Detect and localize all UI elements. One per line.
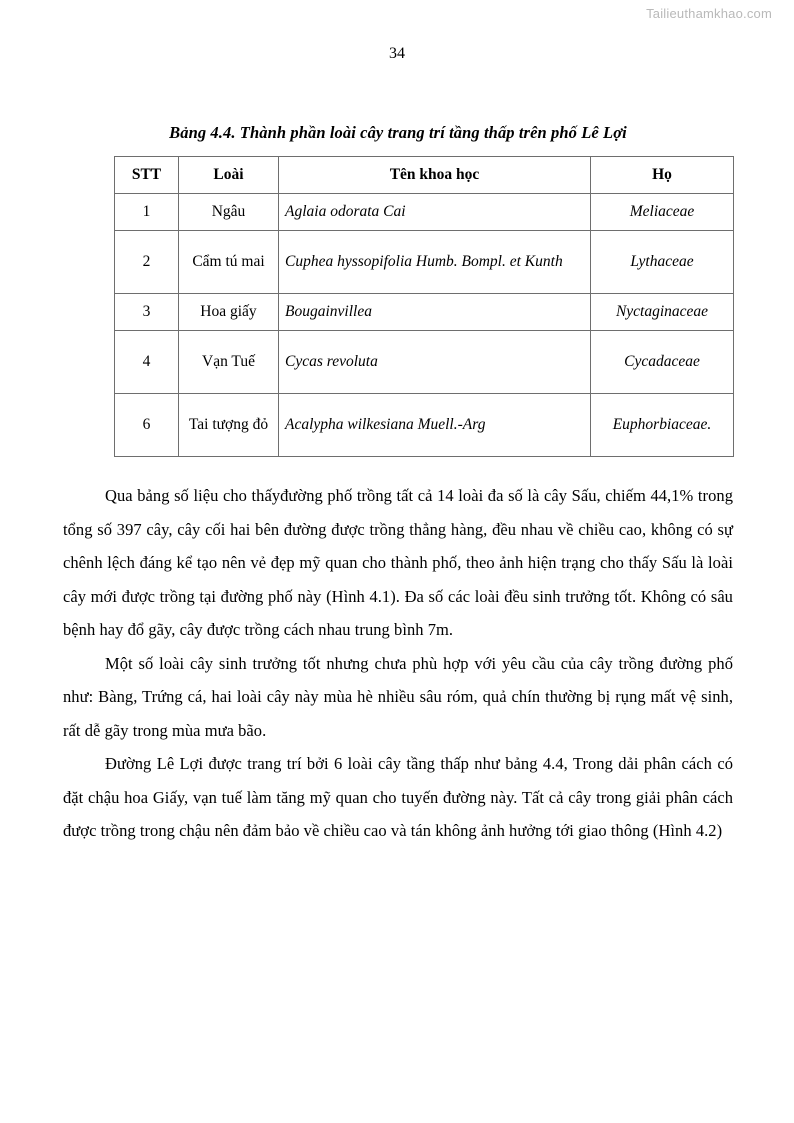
cell-loai: Cẩm tú mai bbox=[179, 231, 279, 294]
page-content bbox=[63, 122, 733, 848]
cell-loai: Ngâu bbox=[179, 194, 279, 231]
column-header-stt: STT bbox=[115, 157, 179, 194]
cell-ten-khoa-hoc: Cycas revoluta bbox=[279, 331, 591, 394]
table-row bbox=[115, 331, 734, 394]
cell-stt: 3 bbox=[115, 294, 179, 331]
column-header-ho: Họ bbox=[591, 157, 734, 194]
cell-loai: Tai tượng đỏ bbox=[179, 394, 279, 457]
cell-loai: Vạn Tuế bbox=[179, 331, 279, 394]
cell-ho: Meliaceae bbox=[591, 194, 734, 231]
cell-loai: Hoa giấy bbox=[179, 294, 279, 331]
table-row bbox=[115, 194, 734, 231]
paragraph: Một số loài cây sinh trưởng tốt nhưng chưa phù hợp với yêu cầu của cây trồng đường phố như: Bàng, Trứng cá, hai loài cây này mùa hè nhiều sâu róm, quả chín thường bị rụng mất vệ sinh, rất dễ gãy trong mùa mưa bão. bbox=[63, 653, 733, 740]
cell-ho: Euphorbiaceae. bbox=[591, 394, 734, 457]
cell-ten-khoa-hoc: Bougainvillea bbox=[279, 294, 591, 331]
cell-ten-khoa-hoc: Cuphea hyssopifolia Humb. Bompl. et Kunth bbox=[279, 231, 591, 294]
species-table bbox=[114, 156, 734, 457]
body-text bbox=[63, 479, 733, 848]
cell-ho: Nyctaginaceae bbox=[591, 294, 734, 331]
column-header-loai: Loài bbox=[179, 157, 279, 194]
table-row bbox=[115, 294, 734, 331]
paragraph: Đường Lê Lợi được trang trí bởi 6 loài cây tầng thấp như bảng 4.4, Trong dải phân cách có đặt chậu hoa Giấy, vạn tuế làm tăng mỹ quan cho tuyến đường này. Tất cả cây trong giải phân cách được trồng trong chậu nên đảm bảo về chiều cao và tán không ảnh hưởng tới giao thông (Hình 4.2) bbox=[63, 754, 733, 840]
cell-stt: 1 bbox=[115, 194, 179, 231]
table-row bbox=[115, 394, 734, 457]
cell-stt: 6 bbox=[115, 394, 179, 457]
cell-ten-khoa-hoc: Acalypha wilkesiana Muell.-Arg bbox=[279, 394, 591, 457]
column-header-ten-khoa-hoc: Tên khoa học bbox=[279, 157, 591, 194]
page-number: 34 bbox=[389, 45, 405, 62]
table-caption: Bảng 4.4. Thành phần loài cây trang trí tầng thấp trên phố Lê Lợi bbox=[169, 123, 627, 142]
cell-ho: Cycadaceae bbox=[591, 331, 734, 394]
cell-stt: 2 bbox=[115, 231, 179, 294]
watermark: Tailieuthamkhao.com bbox=[646, 6, 772, 21]
cell-ten-khoa-hoc: Aglaia odorata Cai bbox=[279, 194, 591, 231]
table-header-row bbox=[115, 157, 734, 194]
table-row bbox=[115, 231, 734, 294]
paragraph: Qua bảng số liệu cho thấyđường phố trồng tất cả 14 loài đa số là cây Sấu, chiếm 44,1% trong tổng số 397 cây, cây cối hai bên đường được trồng thẳng hàng, đều nhau về chiều cao, không có sự chênh lệch đáng kể tạo nên vẻ đẹp mỹ quan cho thành phố, theo ảnh hiện trạng cho thấy Sấu là loài cây mới được trồng tại đường phố này (Hình 4.1). Đa số các loài đều sinh trưởng tốt. Không có sâu bệnh hay đổ gãy, cây được trồng cách nhau trung bình 7m. bbox=[63, 486, 733, 639]
cell-ho: Lythaceae bbox=[591, 231, 734, 294]
cell-stt: 4 bbox=[115, 331, 179, 394]
